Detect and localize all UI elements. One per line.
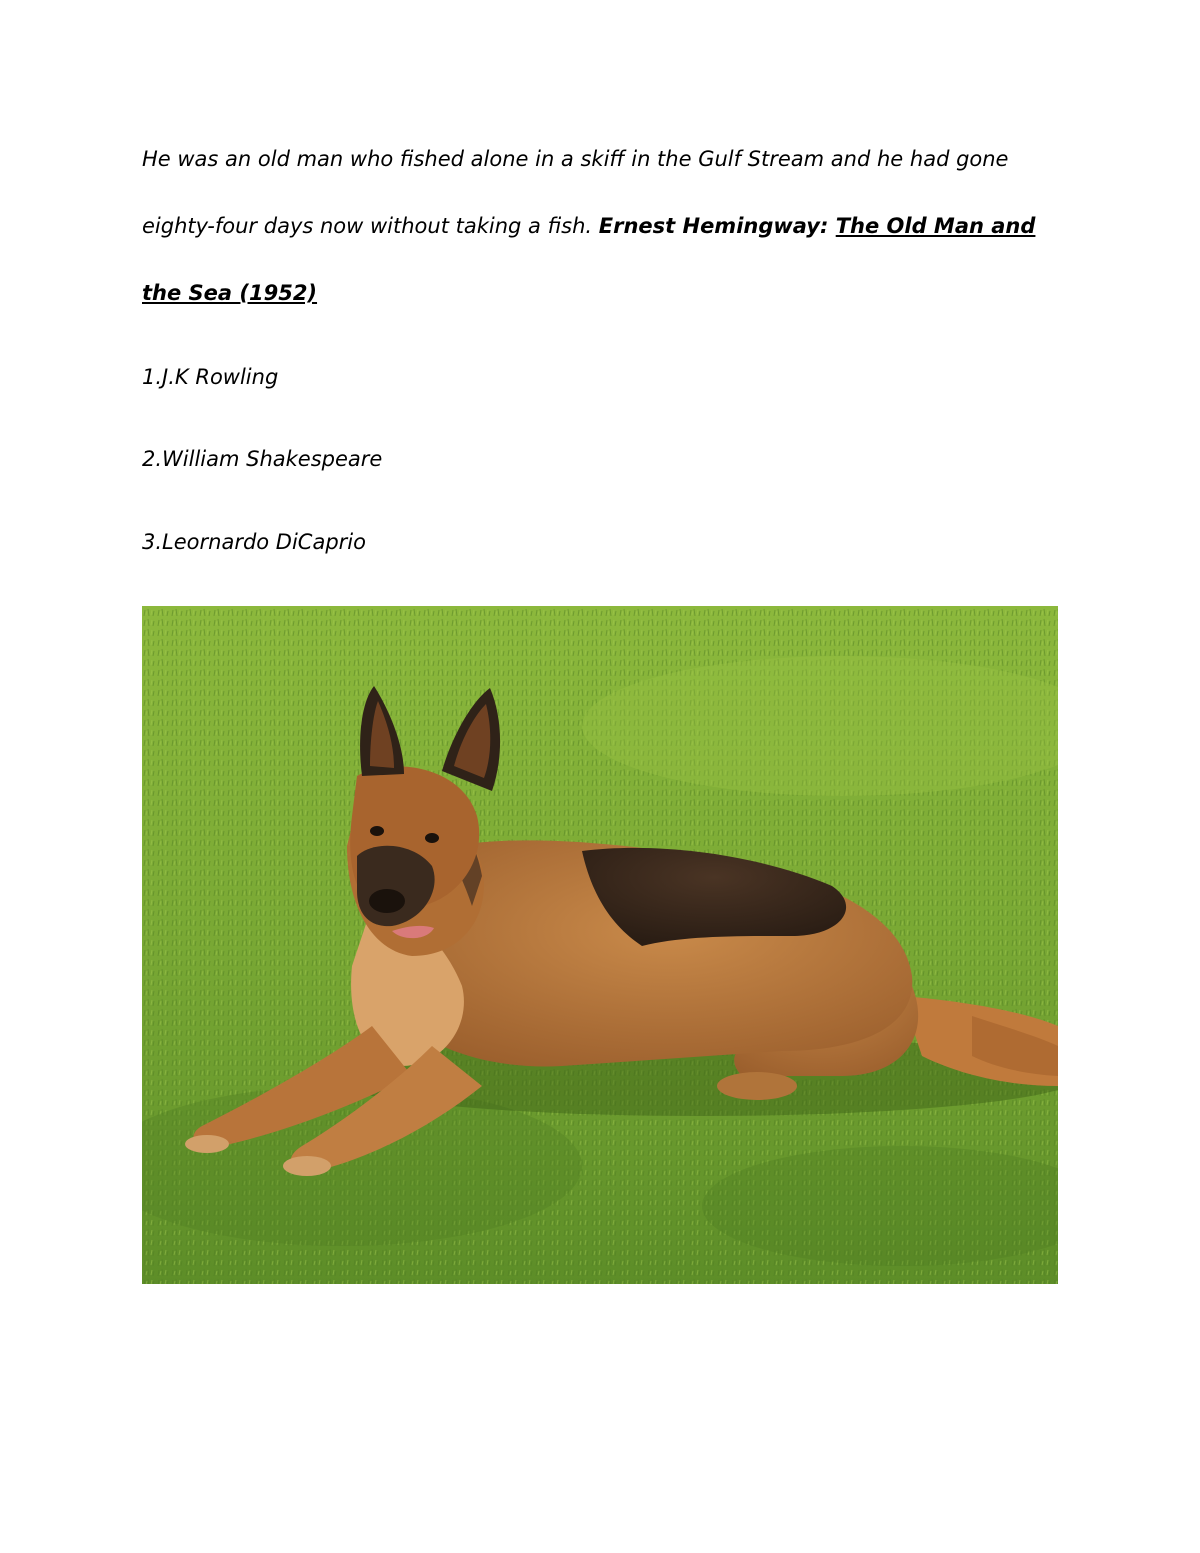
- book-title-part-2: the Sea (1952): [142, 281, 318, 305]
- list-item: 2.William Shakespeare: [142, 447, 383, 471]
- quote-text-1: He was an old man who fished alone in a skiff in the Gulf Stream and he had gone: [142, 147, 1009, 171]
- quote-line-2: [142, 212, 1035, 240]
- list-item: 1.J.K Rowling: [142, 365, 279, 389]
- list-item: 3.Leornardo DiCaprio: [142, 530, 366, 554]
- quote-line-1: [142, 145, 1008, 173]
- dog-photo: [142, 606, 1058, 1284]
- quote-text-2: eighty-four days now without taking a fish.: [142, 214, 599, 238]
- quote-line-3: [142, 279, 317, 307]
- book-title-part-1: The Old Man and: [835, 214, 1036, 238]
- author-name: Ernest Hemingway:: [598, 214, 836, 238]
